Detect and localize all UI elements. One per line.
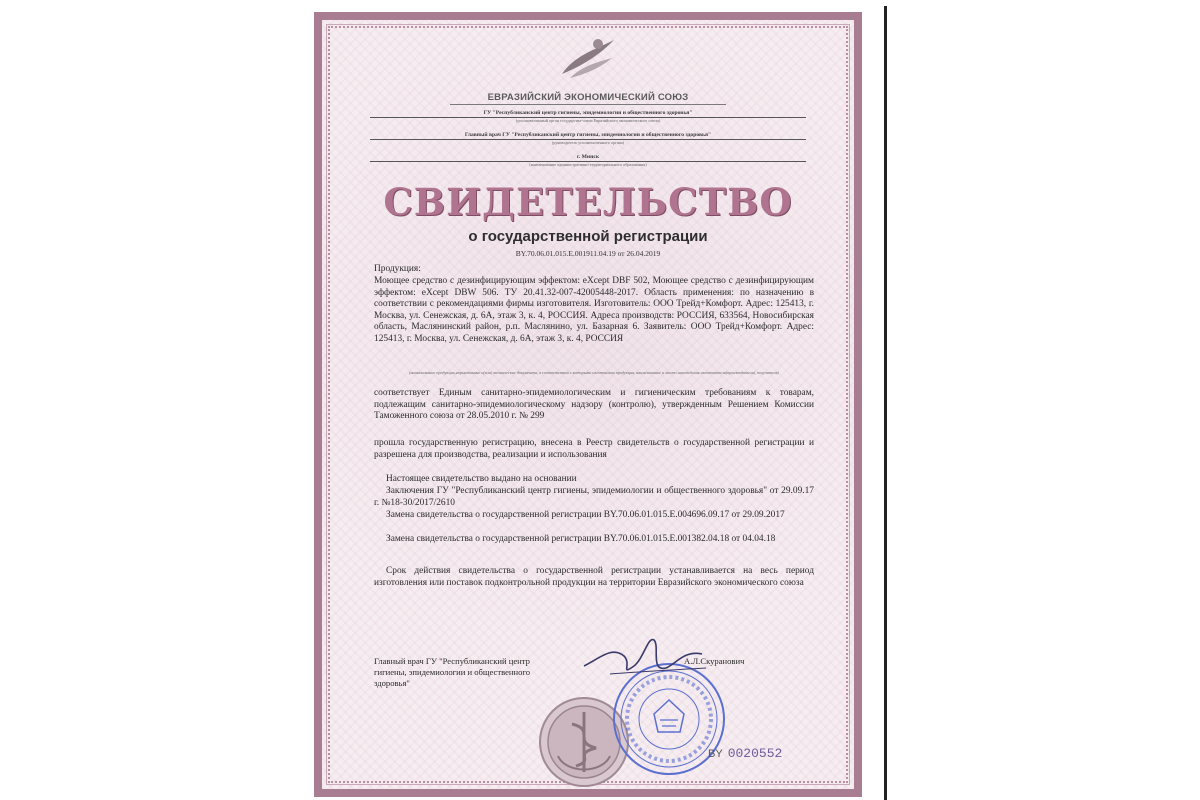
basis-heading: Настоящее свидетельство выдано на основании [386, 474, 577, 484]
compliance-text: соответствует Единым санитарно-эпидемиологическим и гигиеническим требованиям к товарам, подлежащим санитарно-эпидемиологическому надзору (контролю), утвержденным Решением Комиссии Таможенного союза от 28.05.2010 г. № 299 [374, 388, 814, 422]
registration-certificate [314, 12, 862, 797]
serial-digits: 0020552 [727, 746, 783, 761]
city-caption: (наименование административно-территориального образования) [529, 162, 647, 167]
scan-edge-line [884, 6, 887, 800]
head-text: Главный врач ГУ "Республиканский центр гигиены, эпидемиологии и общественного здоровья" [464, 132, 712, 138]
union-title: ЕВРАЗИЙСКИЙ ЭКОНОМИЧЕСКИЙ СОЮЗ [487, 92, 689, 103]
product-heading: Продукция: [374, 264, 421, 274]
basis-conclusion: Заключения ГУ "Республиканский центр гигиены, эпидемиологии и общественного здоровья" от 29.09.17 г. №18-30/2017/2610 [374, 486, 814, 508]
document-subtitle: о государственной регистрации [468, 228, 708, 245]
basis-replacement-1: Замена свидетельства о государственной регистрации BY.70.06.01.015.E.004696.09.17 от 29.09.2017 [386, 510, 785, 520]
validity-text: Срок действия свидетельства о государственной регистрации устанавливается на весь период изготовления или поставок подконтрольной продукции на территории Евразийского экономического союза [374, 566, 814, 588]
union-title-rule [450, 104, 726, 105]
product-caption: (наименование продукции,нормативные и(или) технические документы, в соответствии с которыми изготовлена продукция, наименование и место нахождения изготовителя(производителя), получателя) [409, 370, 779, 375]
eaeu-emblem-icon [552, 28, 622, 84]
city-line [370, 154, 806, 167]
document-title: СВИДЕТЕЛЬСТВО [383, 180, 793, 224]
authority-line [370, 110, 806, 123]
basis-replacement-2: Замена свидетельства о государственной регистрации BY.70.06.01.015.E.001382.04.18 от 04.04.18 [386, 534, 776, 544]
product-description: Моющее средство с дезинфицирующим эффектом: eXcept DBF 502, Моющее средство с дезинфицирующим эффектом: eXcept DBW 506. ТУ 20.41.32-007-42005448-2017. Область применения: по назначению в соответствии с рекомендациями фирмы изготовителя. Изготовитель: ООО Трейд+Комфорт. Адрес: 125413, г. Москва, ул. Сенежская, д. 6А, этаж 3, к. 4, РОССИЯ. Адреса производств: РОССИЯ, 633564, Новосибирская область, Маслянинский район, р.п. Маслянино, ул. Базарная 6. Заявитель: ООО Трейд+Комфорт. Адрес: 125413, г. Москва, ул. Сенежская, д. 6А, этаж 3, к. 4, РОССИЯ [374, 276, 814, 344]
signatory-position: Главный врач ГУ "Республиканский центр гигиены, эпидемиологии и общественного здоровья" [374, 656, 531, 688]
city-text: г. Минск [576, 154, 600, 160]
head-caption: (руководитель уполномоченного органа) [551, 140, 625, 145]
authority-text: ГУ "Республиканский центр гигиены, эпидемиологии и общественного здоровья" [483, 110, 693, 116]
registration-number: BY.70.06.01.015.E.001911.04.19 от 26.04.2019 [515, 249, 661, 258]
serial-prefix: BY [708, 748, 723, 760]
signatory-name: А.Л.Скуранович [684, 656, 745, 666]
registration-text: прошла государственную регистрацию, внесена в Реестр свидетельств о государственной регистрации и разрешена для производства, реализации и использования [374, 438, 814, 460]
serial-number [708, 746, 782, 761]
head-line [370, 132, 806, 145]
authority-caption: (уполномоченный орган государства-члена Евразийского экономического союза) [515, 118, 661, 123]
